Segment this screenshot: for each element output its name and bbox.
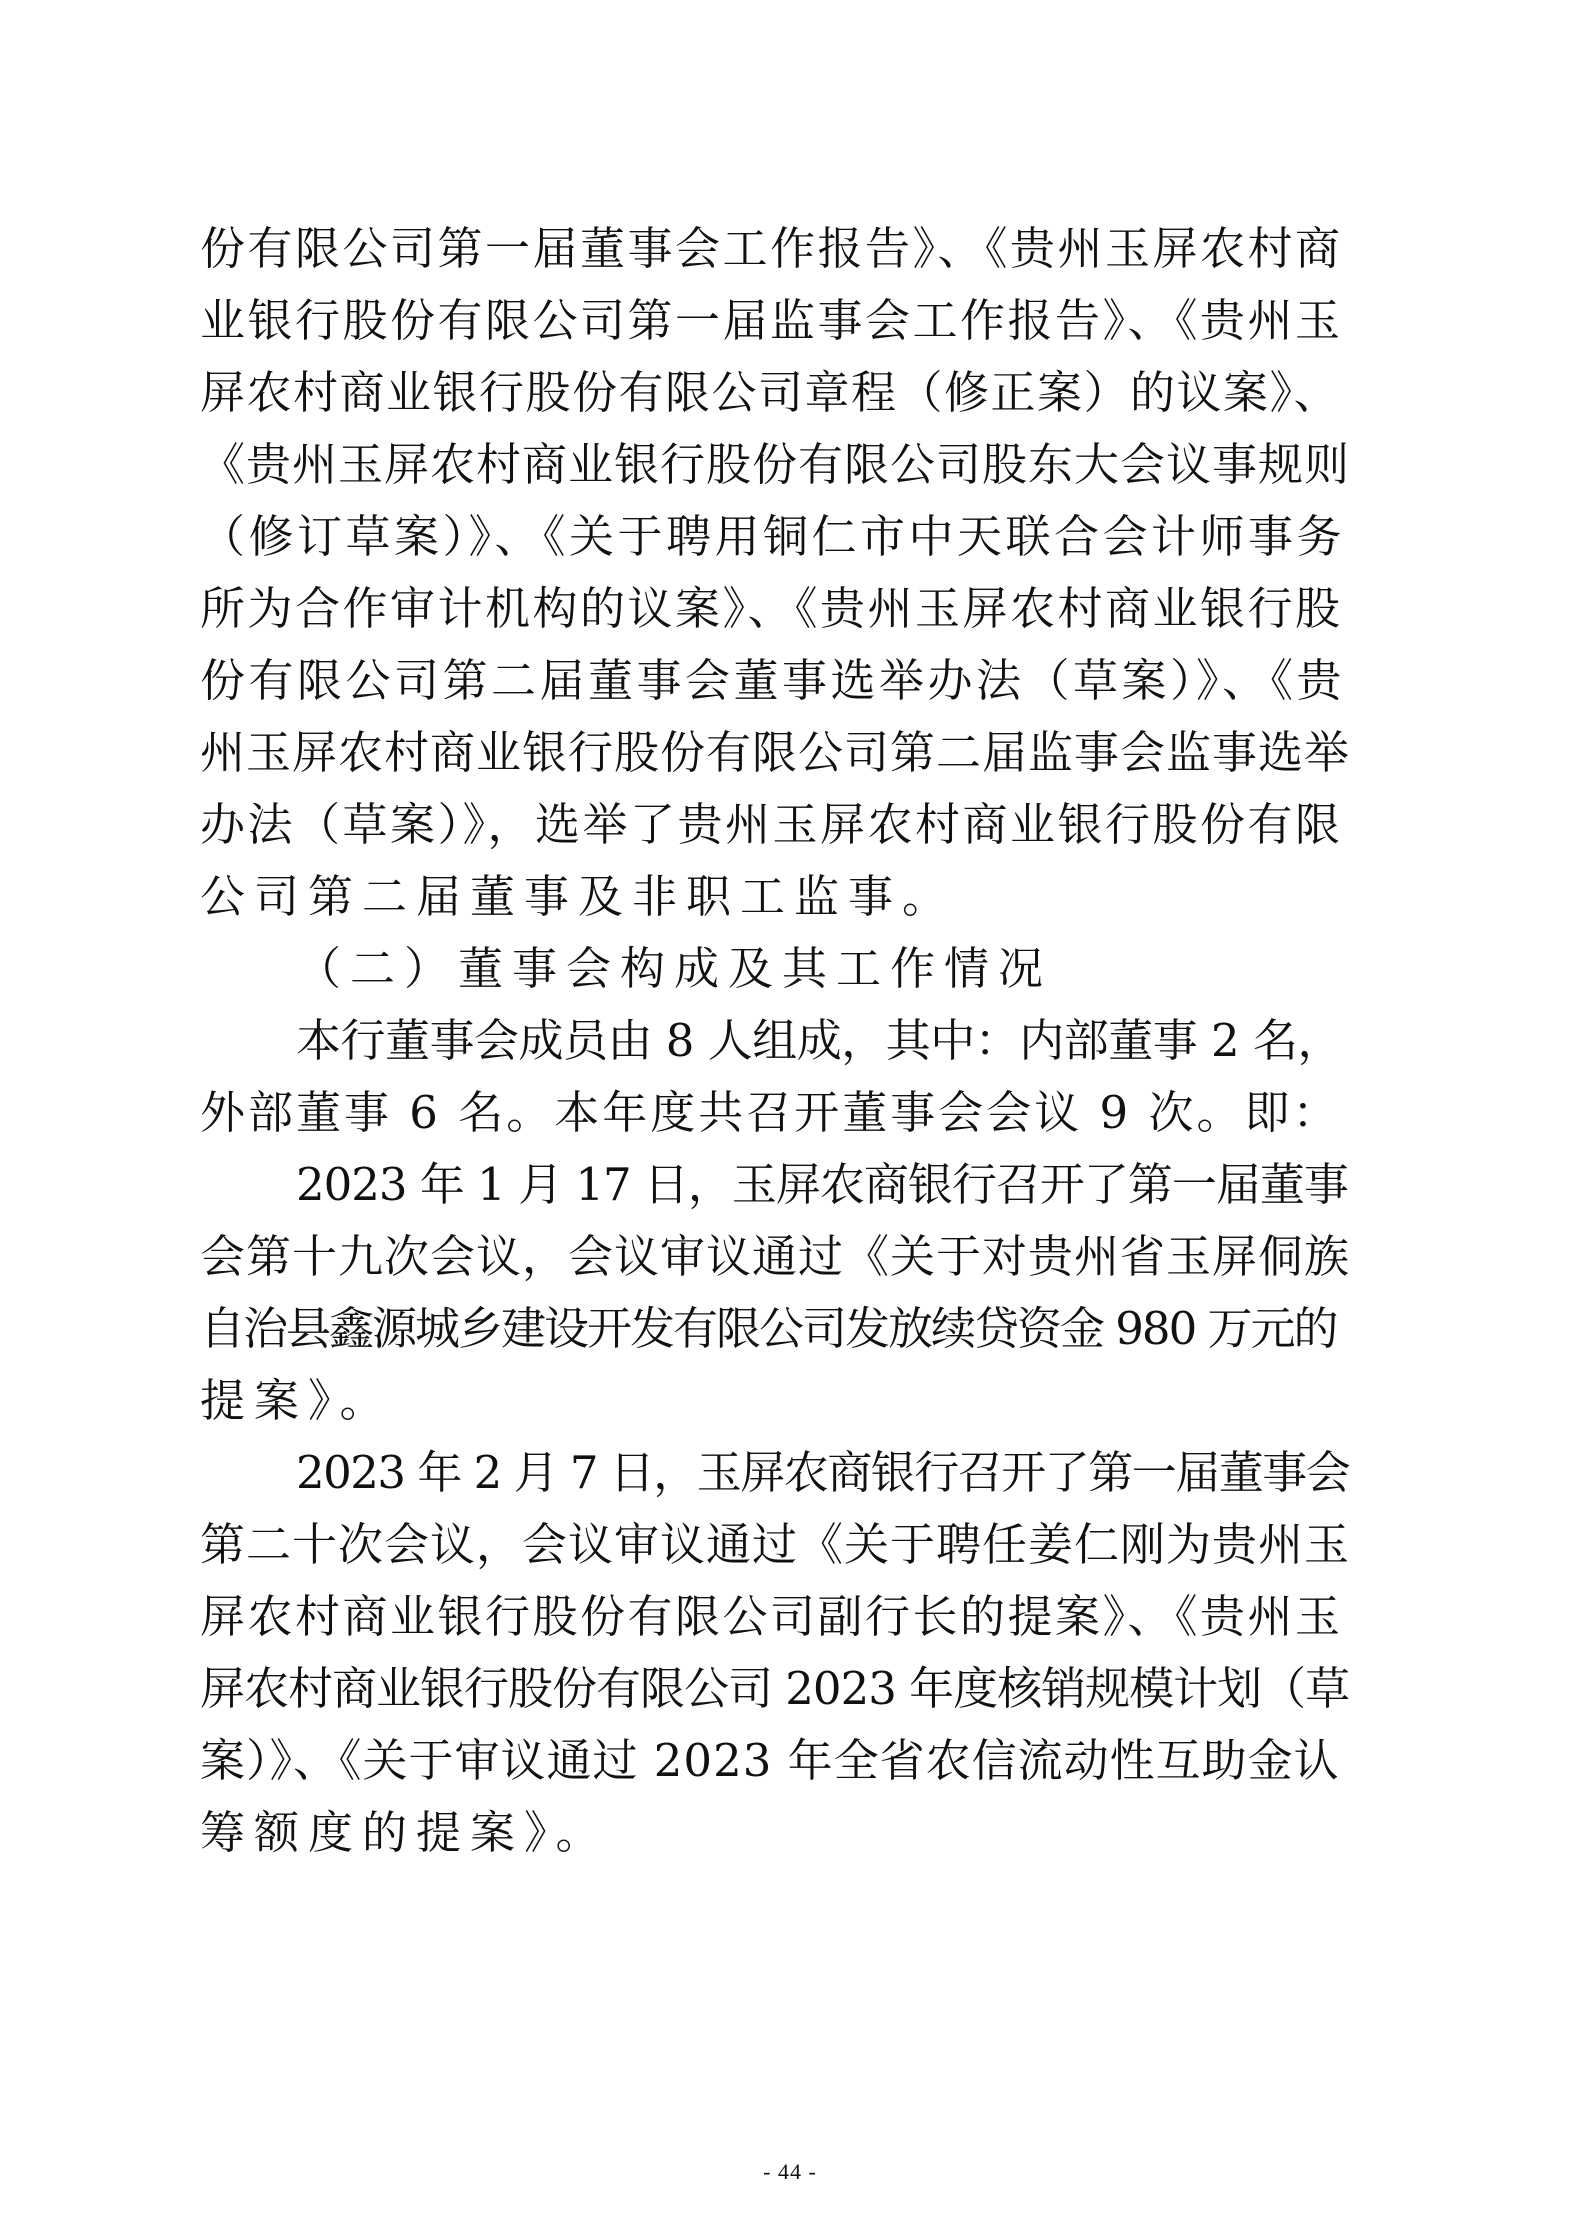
page-number: - 44 - xyxy=(763,2159,817,2184)
body-line: 份有限公司第一届董事会工作报告》、《贵州玉屏农村商 xyxy=(200,222,1343,275)
body-line: 提案》。 xyxy=(200,1374,394,1427)
body-line: 会第十九次会议，会议审议通过《关于对贵州省玉屏侗族 xyxy=(200,1230,1351,1283)
body-line: 自治县鑫源城乡建设开发有限公司发放续贷资金 980 万元的 xyxy=(200,1302,1337,1355)
body-line: 所为合作审计机构的议案》、《贵州玉屏农村商业银行股 xyxy=(200,582,1343,635)
body-line: 州玉屏农村商业银行股份有限公司第二届监事会监事选举 xyxy=(200,726,1351,779)
body-line: 本行董事会成员由 8 人组成，其中：内部董事 2 名， xyxy=(296,1014,1342,1067)
body-line: 2023 年 2 月 7 日，玉屏农商银行召开了第一届董事会 xyxy=(296,1446,1350,1499)
body-line: 屏农村商业银行股份有限公司副行长的提案》、《贵州玉 xyxy=(200,1590,1343,1643)
body-line: 2023 年 1 月 17 日，玉屏农商银行召开了第一届董事 xyxy=(296,1158,1348,1211)
body-line: 外部董事 6 名。本年度共召开董事会会议 9 次。即： xyxy=(200,1086,1341,1139)
body-line: 业银行股份有限公司第一届监事会工作报告》、《贵州玉 xyxy=(200,294,1343,347)
body-line: 案）》、《关于审议通过 2023 年全省农信流动性互助金认 xyxy=(200,1734,1340,1787)
body-line: （修订草案）》、《关于聘用铜仁市中天联合会计师事务 xyxy=(200,510,1346,563)
body-line: 屏农村商业银行股份有限公司章程（修正案）的议案》、 xyxy=(200,366,1341,419)
body-line: 屏农村商业银行股份有限公司 2023 年度核销规模计划（草 xyxy=(200,1662,1350,1715)
body-line: 公司第二届董事及非职工监事。 xyxy=(200,870,957,923)
section-heading: （二）董事会构成及其工作情况 xyxy=(296,942,1053,995)
body-line: 份有限公司第二届董事会董事选举办法（草案）》、《贵 xyxy=(200,654,1346,707)
body-line: 《贵州玉屏农村商业银行股份有限公司股东大会议事规则 xyxy=(200,438,1351,491)
body-line: 办法（草案）》，选举了贵州玉屏农村商业银行股份有限 xyxy=(200,798,1343,851)
body-line: 筹额度的提案》。 xyxy=(200,1806,610,1859)
body-line: 第二十次会议，会议审议通过《关于聘任姜仁刚为贵州玉 xyxy=(200,1518,1351,1571)
